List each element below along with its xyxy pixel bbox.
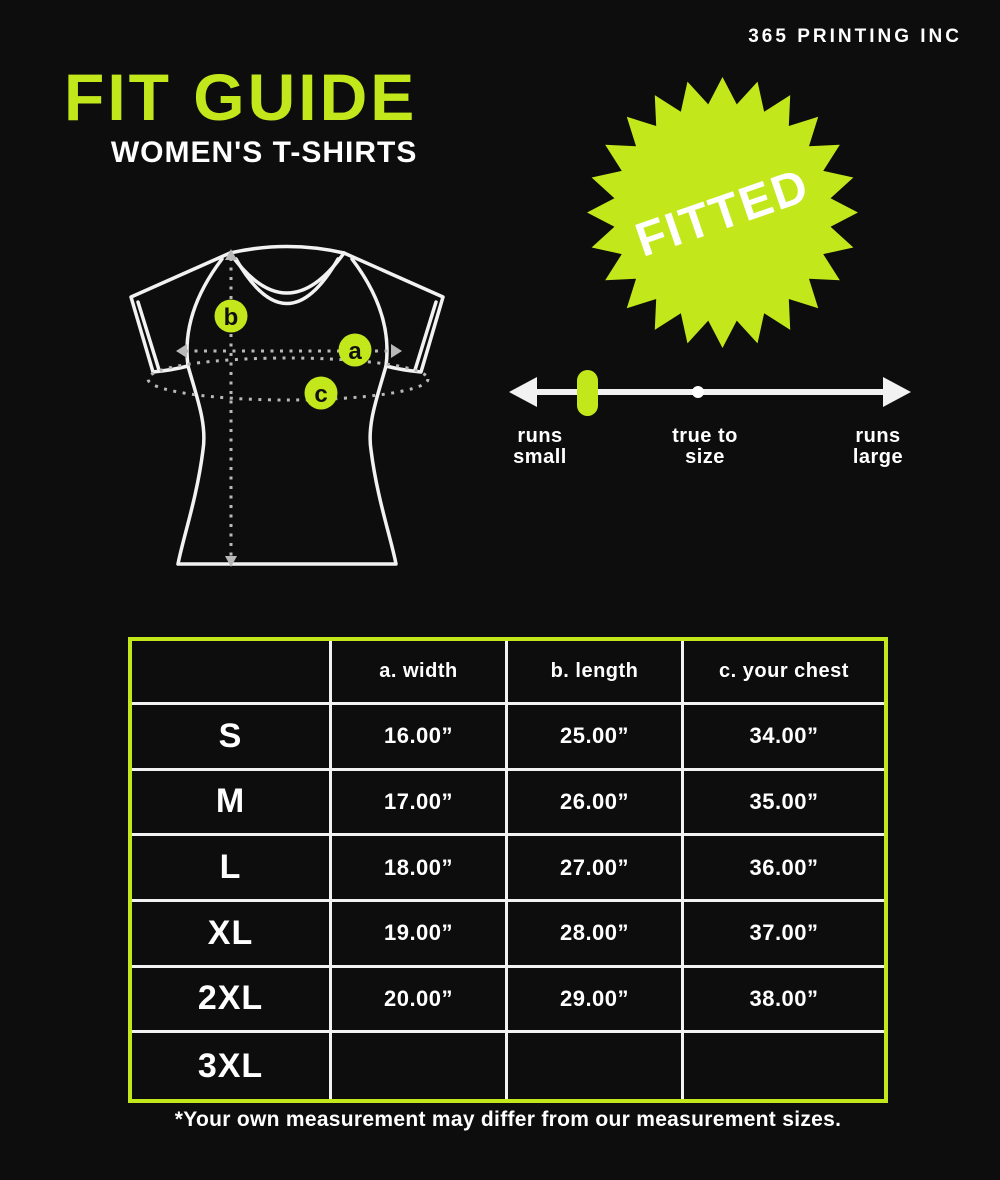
chest-cell-m: 35.00” (684, 771, 884, 837)
size-table (128, 637, 888, 1103)
chest-cell-xl: 37.00” (684, 902, 884, 968)
scale-arrow-left-icon (509, 377, 537, 407)
scale-label-runs-small-line2: small (513, 446, 567, 468)
scale-label-runs-small (513, 426, 567, 468)
page-title: FIT GUIDE (64, 60, 418, 134)
collar-back-line (230, 247, 344, 254)
scale-label-runs-large (853, 426, 903, 468)
page-subtitle: WOMEN'S T-SHIRTS (110, 136, 418, 169)
width-arrow-left-icon (176, 344, 187, 358)
length-cell-3xl (508, 1033, 684, 1099)
scale-midpoint-dot (692, 386, 704, 398)
brand-text: 365 PRINTING INC (748, 26, 962, 47)
marker-a-letter: a (348, 338, 362, 365)
chest-cell-l: 36.00” (684, 836, 884, 902)
scale-label-runs-large-line1: runs (855, 425, 901, 447)
title-block (64, 60, 418, 169)
size-cell-xl: XL (132, 902, 332, 968)
header-cell-blank (132, 641, 332, 705)
width-cell-xl: 19.00” (332, 902, 508, 968)
size-cell-2xl: 2XL (132, 968, 332, 1034)
scale-label-true-to-size (672, 426, 738, 468)
header-cell-width: a. width (332, 641, 508, 705)
width-cell-m: 17.00” (332, 771, 508, 837)
width-cell-2xl: 20.00” (332, 968, 508, 1034)
size-cell-m: M (132, 771, 332, 837)
scale-label-runs-small-line1: runs (517, 425, 563, 447)
marker-b-letter: b (223, 304, 239, 331)
collar-inner-line (236, 259, 338, 304)
marker-b-badge (215, 300, 248, 333)
scale-label-true-to-size-line1: true to (672, 425, 738, 447)
marker-a-badge (339, 334, 372, 367)
size-cell-s: S (132, 705, 332, 771)
scale-label-true-to-size-line2: size (685, 446, 725, 468)
collar-outer-line (230, 253, 344, 293)
header-cell-length: b. length (508, 641, 684, 705)
length-cell-s: 25.00” (508, 705, 684, 771)
scale-marker (577, 370, 598, 416)
marker-c-letter: c (314, 381, 328, 408)
chest-cell-s: 34.00” (684, 705, 884, 771)
width-cell-3xl (332, 1033, 508, 1099)
fit-scale-arrow (505, 362, 915, 422)
fitted-badge-label: FITTED (629, 158, 817, 268)
width-arrow-right-icon (391, 344, 402, 358)
size-cell-3xl: 3XL (132, 1033, 332, 1099)
scale-arrow-right-icon (883, 377, 911, 407)
header-cell-chest: c. your chest (684, 641, 884, 705)
length-cell-xl: 28.00” (508, 902, 684, 968)
size-cell-l: L (132, 836, 332, 902)
scale-label-runs-large-line2: large (852, 446, 904, 468)
chest-cell-3xl (684, 1033, 884, 1099)
fitted-badge (585, 75, 860, 350)
width-cell-l: 18.00” (332, 836, 508, 902)
footnote: *Your own measurement may differ from our measurement sizes. (174, 1108, 842, 1131)
tshirt-outline (131, 253, 443, 564)
marker-c-badge (305, 377, 338, 410)
length-cell-l: 27.00” (508, 836, 684, 902)
chest-cell-2xl: 38.00” (684, 968, 884, 1034)
tshirt-diagram (117, 228, 457, 573)
width-cell-s: 16.00” (332, 705, 508, 771)
length-cell-2xl: 29.00” (508, 968, 684, 1034)
length-cell-m: 26.00” (508, 771, 684, 837)
